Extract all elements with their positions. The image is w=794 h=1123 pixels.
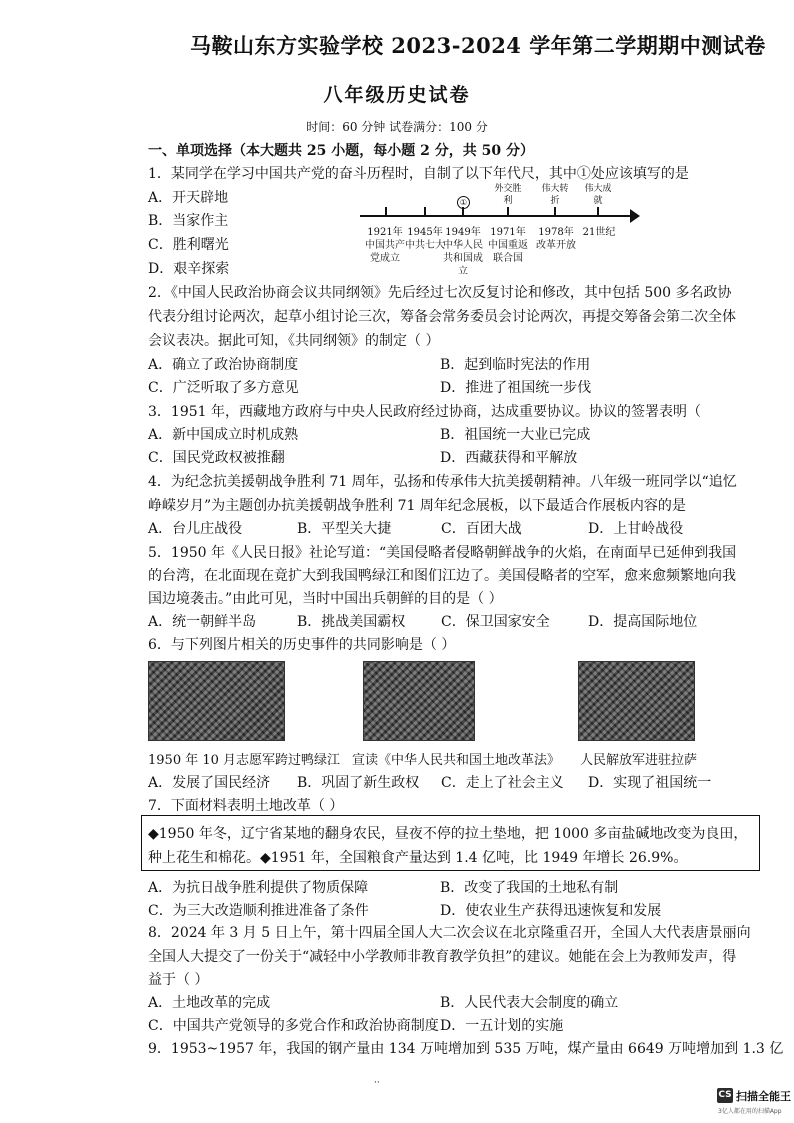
q2-stem-line: 会议表决。据此可知，《共同纲领》的制定（ ）	[148, 333, 440, 349]
timeline-bottom-label: 1921年中国共产党成立	[365, 227, 405, 264]
q7-stem: 7．下面材料表明土地改革（ ）	[148, 798, 344, 814]
q6-option-d: D．实现了祖国统一	[588, 775, 712, 791]
q8-option-a: A．土地改革的完成	[148, 995, 271, 1011]
section-heading: 一、单项选择（本大题共 25 小题，每小题 2 分，共 50 分）	[148, 143, 534, 159]
timeline-tick	[424, 207, 426, 216]
q5-stem-line: 5．1950 年《人民日报》社论写道：“美国侵略者侵略朝鲜战争的火焰，在南面早已延伸到我国	[148, 545, 737, 561]
timeline-blank-marker: ①	[457, 196, 470, 209]
q8-stem-line: 益于（ ）	[148, 972, 209, 988]
q1-option-c: C．胜利曙光	[148, 237, 229, 253]
exam-title: 马鞍山东方实验学校 2023-2024 学年第二学期期中测试卷	[190, 33, 766, 58]
q5-stem-line: 国边境袭击。”由此可见，当时中国出兵朝鲜的目的是（ ）	[148, 591, 503, 607]
timeline-bottom-label: 1945年中共七大	[405, 227, 445, 251]
photo-land-reform	[363, 661, 475, 741]
q6-caption-1: 1950 年 10 月志愿军跨过鸭绿江	[148, 753, 341, 768]
q5-stem-line: 的台湾，在北面现在竟扩大到我国鸭绿江和图们江边了。美国侵略者的空军，愈来愈频繁地向我	[148, 568, 736, 584]
q4-stem-line: 4．为纪念抗美援朝战争胜利 71 周年，弘扬和传承伟大抗美援朝精神。八年级一班同学以“追忆	[148, 474, 737, 490]
timeline-bottom-label: 1971年中国重返联合国	[488, 227, 528, 264]
q6-option-c: C．走上了社会主义	[441, 775, 564, 791]
q7-material-line: 种上花生和棉花。◆1951 年，全国粮食产量达到 1.4 亿吨，比 1949 年增长 26.9%。	[148, 850, 688, 866]
q6-option-a: A．发展了国民经济	[148, 775, 271, 791]
exam-meta: 时间：60 分钟 试卷满分：100 分	[306, 120, 488, 134]
timeline-tick	[554, 207, 556, 216]
q3-option-c: C．国民党政权被推翻	[148, 450, 285, 466]
q8-option-d: D．一五计划的实施	[440, 1018, 564, 1034]
q4-option-c: C．百团大战	[441, 521, 522, 537]
timeline-top-label: 伟大转折	[541, 184, 569, 206]
timeline-bottom-label: 1949年中华人民共和国成立	[443, 227, 483, 277]
timeline-top-label: 外交胜利	[494, 184, 522, 206]
q6-caption-2: 宣读《中华人民共和国土地改革法》	[352, 753, 561, 768]
q6-caption-3: 人民解放军进驻拉萨	[580, 753, 698, 768]
q5-option-a: A．统一朝鲜半岛	[148, 614, 257, 630]
timeline-tick	[507, 207, 509, 216]
q5-option-b: B．挑战美国霸权	[297, 614, 406, 630]
q7-option-c: C．为三大改造顺利推进准备了条件	[148, 903, 369, 919]
q1-stem: 1．某同学在学习中国共产党的奋斗历程时，自制了以下年代尺，其中①处应该填写的是	[148, 166, 689, 182]
photo-pla-lhasa	[578, 661, 695, 741]
q4-option-b: B．平型关大捷	[297, 521, 392, 537]
q2-option-c: C．广泛听取了多方意见	[148, 380, 299, 396]
q2-option-b: B．起到临时宪法的作用	[440, 357, 591, 373]
q6-stem: 6．与下列图片相关的历史事件的共同影响是（ ）	[148, 637, 456, 653]
timeline-arrow	[630, 209, 640, 223]
q5-option-d: D．提高国际地位	[588, 614, 698, 630]
q2-option-d: D．推进了祖国统一步伐	[440, 380, 592, 396]
q3-option-a: A．新中国成立时机成熟	[148, 427, 299, 443]
q8-stem-line: 8．2024 年 3 月 5 日上午，第十四届全国人大二次会议在北京隆重召开，全国人大代表唐景丽向	[148, 925, 751, 941]
q3-option-d: D．西藏获得和平解放	[440, 450, 578, 466]
q1-option-a: A．开天辟地	[148, 190, 229, 206]
q3-option-b: B．祖国统一大业已完成	[440, 427, 591, 443]
scanner-watermark: 扫描全能王	[736, 1090, 791, 1103]
q6-option-b: B．巩固了新生政权	[297, 775, 420, 791]
q8-option-b: B．人民代表大会制度的确立	[440, 995, 619, 1011]
photo-volunteer-army	[148, 661, 285, 741]
q7-material-line: ◆1950 年冬，辽宁省某地的翻身农民，昼夜不停的拉土垫地，把 1000 多亩盐碱地改变为良田，	[148, 826, 748, 842]
timeline-tick	[385, 207, 387, 216]
timeline-axis	[360, 215, 635, 217]
q7-option-a: A．为抗日战争胜利提供了物质保障	[148, 880, 369, 896]
timeline-bottom-label: 21世纪	[582, 227, 616, 238]
q9-stem: 9．1953~1957 年，我国的钢产量由 134 万吨增加到 535 万吨，煤产量由 6649 万吨增加到 1.3 亿	[148, 1041, 784, 1057]
scanner-slogan: 3亿人都在用的扫描App	[718, 1108, 782, 1115]
page-mark: ··	[374, 1078, 380, 1088]
q4-stem-line: 峥嵘岁月”为主题创办抗美援朝战争胜利 71 周年纪念展板，以下最适合作展板内容的是	[148, 498, 686, 514]
exam-subtitle: 八年级历史试卷	[323, 84, 471, 106]
q1-option-d: D．艰辛探索	[148, 261, 230, 277]
q4-option-a: A．台儿庄战役	[148, 521, 243, 537]
q3-stem: 3．1951 年，西藏地方政府与中央人民政府经过协商，达成重要协议。协议的签署表明（	[148, 404, 701, 420]
q4-option-d: D．上甘岭战役	[588, 521, 684, 537]
q5-option-c: C．保卫国家安全	[441, 614, 550, 630]
q2-option-a: A．确立了政治协商制度	[148, 357, 299, 373]
timeline-tick	[597, 207, 599, 216]
q7-option-b: B．改变了我国的土地私有制	[440, 880, 619, 896]
timeline-bottom-label: 1978年改革开放	[536, 227, 576, 251]
q2-stem-line: 2．《中国人民政治协商会议共同纲领》先后经过七次反复讨论和修改，其中包括 500 多名政协	[148, 285, 732, 301]
timeline-top-label: 伟大成就	[584, 184, 612, 206]
q1-option-b: B．当家作主	[148, 213, 229, 229]
camscanner-logo-icon: CS	[717, 1088, 733, 1103]
q8-option-c: C．中国共产党领导的多党合作和政治协商制度	[148, 1018, 439, 1034]
q8-stem-line: 全国人大提交了一份关于“减轻中小学教师非教育教学负担”的建议。她能在会上为教师发声，得	[148, 949, 737, 965]
q7-option-d: D．使农业生产获得迅速恢复和发展	[440, 903, 662, 919]
q2-stem-line: 代表分组讨论两次，起草小组讨论三次，筹备会常务委员会讨论两次，再提交筹备会第二次全体	[148, 309, 736, 325]
